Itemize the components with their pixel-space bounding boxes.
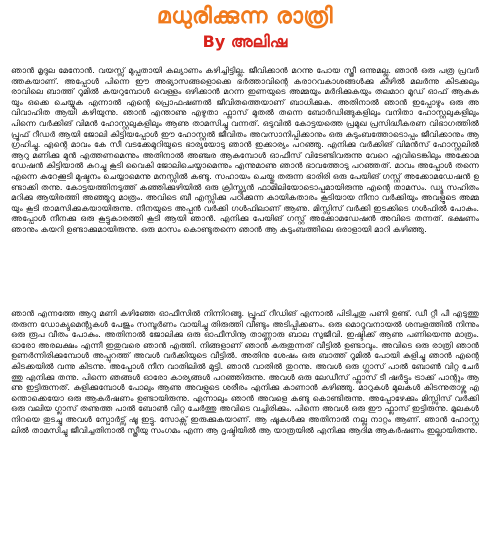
author-line: By അലിഷ xyxy=(202,32,288,51)
article-title: മധുരിക്കുന്ന രാത്രി xyxy=(156,4,334,29)
body-paragraph-2: ഞാൻ എന്നത്തേ ആറു മണി കഴിഞ്ഞേ ഓഫീസിൽ നിന്നിറങ്ങൂ. പ്രൂഫ് റീഡിങ് എന്നാൽ പിടിച്ചതു പണി ഉണ്ട്. ഡീ റ്റീ പീ എടുത്തു തരുന്ന ഡോക്യുമെന്റുകൾ പേജും സമ്പൂർണം വായിച്ചു തിരുത്തി വീണ്ടും അടിപ്പിക്കണം. ഒരു മൊറൂവനായൽ ശമ്പളത്തിൽ നിന്നും ഒരു രൂപ വീതം പോകും. അതിനാൽ ജോലിക്കു ഒരു ഓഫീസിനൂ താണ്ണാരു ബാല സുജീവി. ഇഷ്ടിക്ക് ആണു പണിയെന്നു മാത്രം. ഓരോ അരലക്ഷം എന്നീ ഇതുവരെ ഞാൻ എത്തി. നിങ്ങളാണ് ഞാൻ കരുതുന്നത് വീട്ടിൽ ഉണ്ടാവും. അവിടെ ഒരു രാത്രി ഞാൻ ഉണർന്നിരിക്കുമ്പോൾ അപ്പുറത്ത് അവൾ വർക്കിയുടെ വീട്ടിൽ. അതിനു ശേഷം ഒരു ബാത്ത് റൂമിൽ പോയി കുളിച്ചു ഞാൻ എന്റെ കിടക്കയിൽ വന്നു കിടന്നു. അപ്പോൾ നീന വാതിലിൽ മുട്ടി. ഞാൻ വാതിൽ തുറന്നു. അവൾ ഒരു ഗ്ലാസ് പാൽ ബോൺ വിറ്റ ചേർത്തു എനിക്കു തന്നു. പിന്നെ ഞങ്ങൾ ഓരോ കാര്യങ്ങൾ പറഞ്ഞിരുന്നു. അവൾ ഒരു ലേഡീസ് ഫ്ലാസ് ടീ ഷർട്ടും ട്രാക്ക് പാന്റും ആണു ഇട്ടിരുന്നത്. കുളിക്കുമ്പോൾ പോലും ആണു അവളുടെ ശരീരം എനിക്കു കാണാൻ കഴിഞ്ഞു. മാറുകൾ മുലകൾ കിടന്നുതാഴ്ന്നു എന്തൊക്കെയോ ഒരു ആകർഷണം ഉണ്ടായിരുന്നു. എന്നാലും ഞാൻ അവളെ കണ്ടു കൊണ്ടിരുന്നു. അപ്പോഴേക്കും മിസ്സിസ് വർക്കി ഒരു വലിയ ഗ്ലാസ് തണുത്ത പാൽ ബോൺ വിറ്റ ചേർത്തു അവിടെ വച്ചിരിക്കും. പിന്നെ അവൾ ഒരു ഈ ഫ്ലാസ് ഇട്ടിരുന്നു. മുലകൾ നിറയെ തുടച്ചു അവൾ സ്പോർട്സ് ഷൂ ഇട്ടു. സോക്സ് ഇരുക്കുകയാണ്. ആ ഷൂകൾക്കു അതിനാൽ നല്ല നാറ്റം ആണ്. ഞാൻ ഹോസ്റ്റലിൽ താമസിച്ചു ജീവിച്ചതിനാൽ സ്ത്രീയു സംഗമം എന്ന ആ ദൃഷ്ടിയിൽ ആ യാത്രയിൽ എനിക്കു ആദിമ ആകർഷണം ഇല്ലായിരുന്നു. xyxy=(11,308,479,435)
body-paragraph-1: ഞാൻ മൃദുല മേനോൻ. വയസ്സ് മുപ്പതായി കല്യാണം കഴിച്ചിട്ടില്ല. ജീവിക്കാൻ മറന്നു പോയ സ്ത്രീ ഒന്നുമല്ല. ഞാൻ ഒരു പത്ര പ്രവർത്തകയാണ്. അപ്പോൾ പിന്നെ ഈ അഭ്യാസങ്ങളൊക്കെ ഭർത്താവിന്റെ കരാറവകാശങ്ങൾക്കു കീഴിൽ മലർന്നു കിടക്കലും രാവിലെ ബാത്ത് റൂമിൽ കയറുമ്പോൾ വെള്ളം ഒഴിക്കാൻ മറന്ന ഇണയുടെ അമ്മയും മർദിക്കുകയും തലമാറ മൂഡ് ഓഫ് ആകുകയും ഒക്കെ ചെയ്യുക എന്നാൽ എന്റെ പ്രൊഫഷണൽ ജീവിതത്തെയാണ് ബാധിക്കുക. അതിനാൽ ഞാൻ ഇപ്പോഴും ഒരു അവിവാഹിത ആയി കഴിയുന്നു. ഞാൻ എന്താണു എഴുതാ ഫ്ലാസ് മുതൽ തന്നെ ബോർഡിങ്ങുകളിലും വനിതാ ഹോസ്റ്റലുകളിലും പിന്നെ വർക്കിങ് വിമൻ ഹോസ്റ്റലുകളിലും ആണു താമസിച്ചു വന്നത്. ഒടുവിൽ കോട്ടയത്തെ പ്രമുഖ പ്രസിദ്ധീകരണ വിഭാഗത്തിൽ പ്രൂഫ് റീഡർ ആയി ജോലി കിട്ടിയപ്പോൾ ഈ ഹോസ്റ്റൽ ജീവിതം അവസാനിപ്പിക്കാനും ഒരു കുടുംബത്തോടൊപ്പം ജീവിക്കാനും ആഗ്രഹിച്ചു. എന്റെ മാവം കേ സീ വടക്കേമുറിയുടെ ഭാര്യയോടു ഞാൻ ഇക്കാര്യം പറഞ്ഞു. എനിക്കു വർക്കിങ് വിമൻസ് ഹോസ്റ്റലിൽ ആറു മണിക്കു മുൻ എത്തണമെന്നും അതിനാൽ അഞ്ചര ആകുമ്പോൾ ഓഫീസ് വിടേണ്ടിവരുന്നു വേറെ എവിടെങ്കിലും അക്കോമഡേഷൻ കിട്ടിയാൽ കുറച്ചു കൂടി വൈകി ജോലിചെയ്യാമെന്നും എന്നുമാണു ഞാൻ ഭാവത്തോടു പറഞ്ഞത്. മാവം അപ്പോൾ തന്നെ എന്നെ കുറേക്കൂടി മുഷ്ടനം ചെയ്യാമെന്നു മനസ്സിൽ കണ്ടു. സഹായം ചെയ്തു തരുന്ന ഭാരിരി ഒരു പേയിങ് ഗസ്റ്റ് അക്കോമഡേഷൻ ഉണ്ടാക്കി തന്നു. കോട്ടയത്തിനടുത്ത് കഞ്ഞിക്കുഴിയിൽ ഒരു ക്രിസ്ത്യൻ ഫാമിലിയോടൊപ്പമായിരുന്നു എന്റെ താമസം. ഡ്യൂ സഹിതം മറിക്കു ആയിരത്തി അഞ്ഞൂറു മാത്രം. അവിടെ ബീ എസ്സിക്കു പഠിക്കുന്ന കായികതാരം കൂടിയായ നീനാ വർക്കിയും അവളുടെ അമ്മയും കൂടി താമസിക്കുകയായിരുന്നു. നീനയുടെ അപ്പൻ വർക്കി ഗൾഫിലാണ് ആണു. മിസ്സിസ് വർക്കി ഇടക്കിടെ ഗൾഫിൽ പോകും. അപ്പോൾ നീനക്കു ഒരു കൂട്ടുകാരത്തി കൂടി ആയി ഞാൻ. എനിക്കു പേയിങ് ഗസ്റ്റ് അക്കോമഡേഷൻ അവിടെ തന്നത്. ഭക്ഷണം ഞാനും കയറി ഉണ്ടാക്കുമായിരുന്നു. ഒരു മാസം കൊണ്ടുതന്നെ ഞാൻ ആ കുടുംബത്തിലെ ഒരാളായി മാറി കഴിഞ്ഞു. xyxy=(11,65,479,234)
